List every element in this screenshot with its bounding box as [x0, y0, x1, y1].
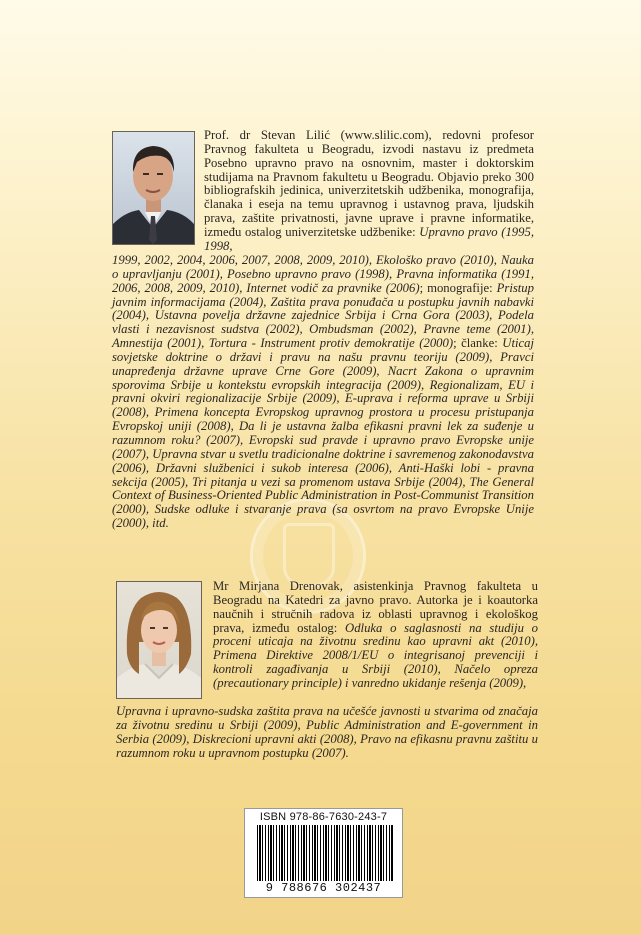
author1-bio-monographs: Pristup javnim informacijama (2004), Zaštita prava ponuđača u postupku javnih nabavki (2004), Ustavna povelja državne zajednice Srbija i Crna Gora (2003), Podela vlasti i nezavisnost sudstva (2002), Ombudsman (2002), Pravne teme (2001), Amnestija (2001), Tortura - Instrument protiv demokratije (2000) [112, 280, 534, 351]
author-photo-stevan-lilic [112, 131, 195, 245]
author2-bio-intro-italic: Odluka o saglasnosti na studiju o proceni uticaja na životnu sredinu kao upravni akt (2010), Primena Direktive 2008/1/EU o integrisanoj prevenciji i kontroli zagađivanja u Srbiji (2010), Načelo opreza (precautionary principle) i vanredno ukidanje rešenja (2009), [213, 620, 538, 690]
author2-bio-continuation [116, 705, 538, 760]
author1-bio-continuation [112, 254, 534, 531]
author1-bio-monographs-label: ; monografije: [419, 280, 497, 295]
author1-bio-textbooks: 1999, 2002, 2004, 2006, 2007, 2008, 2009, 2010), Ekološko pravo (2010), Nauka o upravljanju (2001), Posebno upravno pravo (1998), Pravna informatika (1991, 2006, 2008, 2009, 2010), Internet vodič za pravnike (2006) [112, 253, 534, 295]
isbn-barcode [244, 808, 403, 898]
barcode-bars [257, 825, 393, 883]
author-photo-mirjana-drenovak [116, 581, 202, 699]
author2-bio-intro [213, 580, 538, 691]
author2-bio-works: Upravna i upravno-sudska zaštita prava na učešće javnosti u stvarima od značaja za životnu sredinu u Srbiji (2009), Public Administration and E-government in Serbia (2009), Diskrecioni upravni akti (2008), Pravo na efikasnu pravnu zaštitu u razumnom roku u upravnom postupku (2007). [116, 704, 538, 760]
barcode-digits: 9 788676 302437 [245, 881, 402, 895]
author1-bio-articles: Uticaj sovjetske doktrine o državi i pravu na našu pravnu teoriju (2009), Pravci unapređenja državne uprave Crne Gore (2009), Nacrt Zakona o upravnim sporovima Srbije u kontekstu evropskih integracija (2009), Regionalizam, EU i pravni okviri regionalizacije Srbije (2009), E-uprava i reforma uprave u Srbiji (2008), Primena koncepta Evropskog upravnog prostora u procesu pristupanja Evropskoj uniji (2008), Da li je ustavna žalba efikasni pravni lek za suđenje u razumnom roku? (2007), Evropski sud pravde i upravno pravo Evropske unije (2007), Upravna stvar u svetlu tradicionalne doktrine i savremenog zakonodavstva (2006), Državni službenici i sukob interesa (2006), Anti-Haški lobi - pravna sekcija (2005), Tri pitanja u vezi sa promenom ustava Srbije (2004), The General Context of Business-Oriented Public Administration in Post-Communist Transition (2000), Sudske odluke i stvaranje prava (sa osvrtom na pravo Evropske Unije (2000), itd. [112, 336, 534, 531]
author1-bio-intro [204, 129, 534, 254]
author1-bio-articles-label: ; članke: [453, 336, 503, 351]
author1-bio-intro-text: Prof. dr Stevan Lilić (www.slilic.com), redovni profesor Pravnog fakulteta u Beogradu, izvodi nastavu iz predmeta Posebno upravno pravo na osnovnim, master i doktorskim studijama na Pravnom fakultetu u Beogradu. Objavio preko 300 bibliografskih jedinica, univerzitetskih udžbenika, monografija, članaka i eseja na temu upravnog i ustavnog prava, ljudskih prava, zaštite privatnosti, javne uprave i pravne informatike, između ostalog univerzitetske udžbenike: [204, 128, 534, 239]
author1-bio-intro-italic: Upravno pravo (1995, 1998, [204, 224, 534, 253]
author2-bio-intro-text: Mr Mirjana Drenovak, asistenkinja Pravnog fakulteta u Beogradu na Katedri za javno pravo. Autorka je i koautorka naučnih i stručnih radova iz oblasti upravnog i ekološkog prava, između ostalog: [213, 579, 538, 635]
isbn-label: ISBN 978-86-7630-243-7 [259, 811, 388, 823]
